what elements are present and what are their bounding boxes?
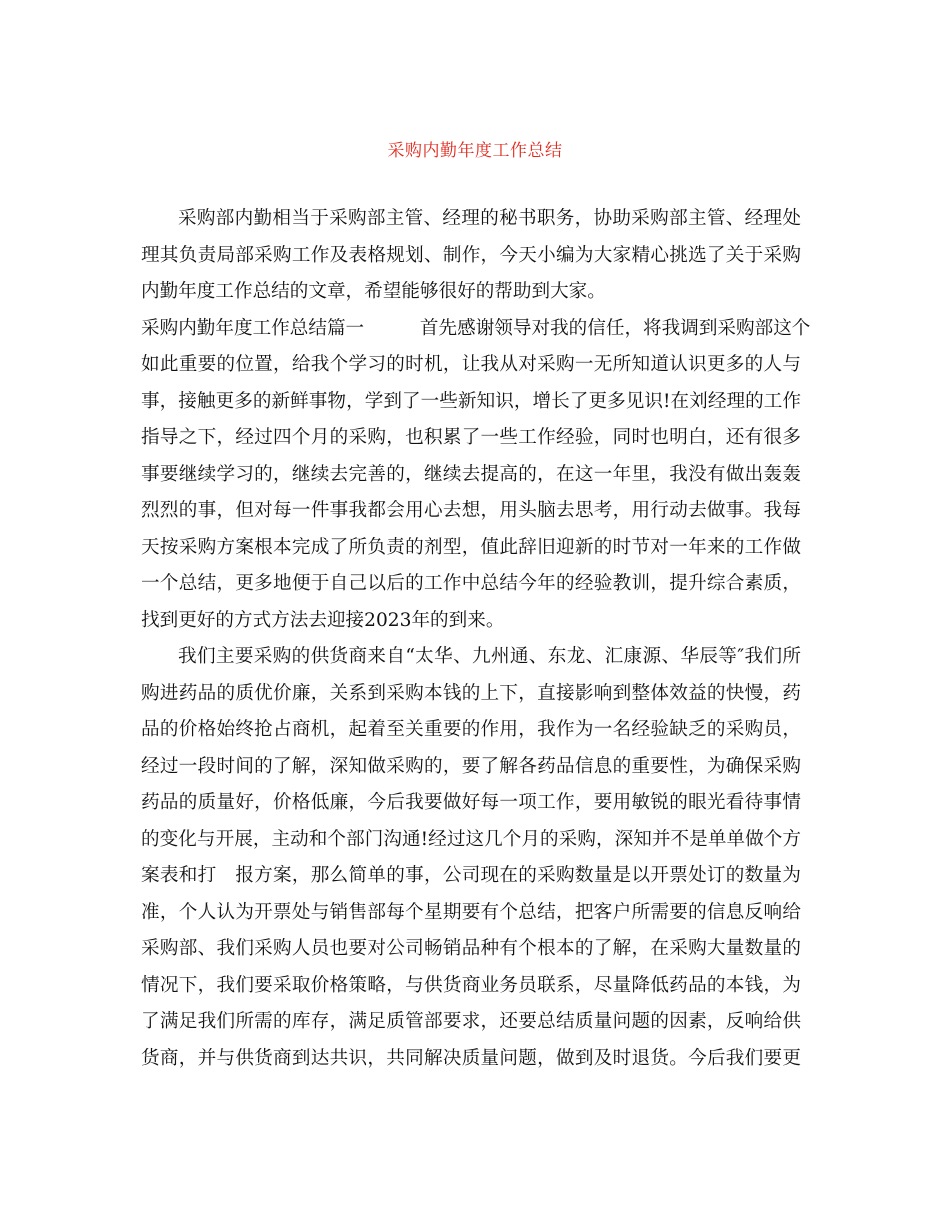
text-line: 的变化与开展，主动和个部门沟通!经过这几个月的采购，深知并不是单单做个方 [141,828,801,850]
text-line: 采购部内勤相当于采购部主管、经理的秘书职务，协助采购部主管、经理处 [178,208,801,229]
text-line: 采购部、我们采购人员也要对公司畅销品种有个根本的了解，在采购大量数量的 [141,938,801,959]
text-line: 找到更好的方式方法去迎接2023年的到来。 [141,609,505,631]
text-line: 如此重要的位置，给我个学习的时机，让我从对采购一无所知道认识更多的人与 [141,354,801,375]
document-body [141,201,811,1077]
document-title: 采购内勤年度工作总结 [387,141,563,161]
text-line: 购进药品的质优价廉，关系到采购本钱的上下，直接影响到整体效益的快慢，药 [141,682,801,704]
text-line: 指导之下，经过四个月的采购，也积累了一些工作经验，同时也明白，还有很多 [141,427,801,448]
text-line: 采购内勤年度工作总结篇一 首先感谢领导对我的信任，将我调到采购部这个 [141,317,811,339]
text-line: 烈烈的事，但对每一件事我都会用心去想，用头脑去思考，用行动去做事。我每 [141,500,801,521]
text-line: 事要继续学习的，继续去完善的，继续去提高的，在这一年里，我没有做出轰轰 [141,463,801,485]
text-line: 一个总结，更多地便于自己以后的工作中总结今年的经验教训，提升综合素质， [141,573,801,594]
text-line: 天按采购方案根本完成了所负责的剂型，值此辞旧迎新的时节对一年来的工作做 [141,536,801,558]
text-line: 内勤年度工作总结的文章，希望能够很好的帮助到大家。 [141,281,606,302]
text-line: 经过一段时间的了解，深知做采购的，要了解各药品信息的重要性，为确保采购 [141,755,801,777]
text-line: 药品的质量好，价格低廉，今后我要做好每一项工作，要用敏锐的眼光看待事情 [141,792,801,813]
text-line: 情况下，我们要采取价格策略，与供货商业务员联系，尽量降低药品的本钱，为 [141,974,801,996]
text-line: 理其负责局部采购工作及表格规划、制作，今天小编为大家精心挑选了关于采购 [141,244,801,266]
text-line: 货商，并与供货商到达共识，共同解决质量问题，做到及时退货。今后我们要更 [141,1047,801,1069]
text-line: 了满足我们所需的库存，满足质管部要求，还要总结质量问题的因素，反响给供 [141,1011,801,1032]
text-line: 准，个人认为开票处与销售部每个星期要有个总结，把客户所需要的信息反响给 [141,901,801,923]
text-line: 事，接触更多的新鲜事物，学到了一些新知识，增长了更多见识!在刘经理的工作 [141,390,801,412]
text-line: 我们主要采购的供货商来自“太华、九州通、东龙、汇康源、华辰等″我们所 [178,646,801,667]
text-line: 案表和打 报方案，那么简单的事，公司现在的采购数量是以开票处订的数量为 [141,865,801,886]
text-line: 品的价格始终抢占商机，起着至关重要的作用，我作为一名经验缺乏的采购员， [141,719,801,740]
